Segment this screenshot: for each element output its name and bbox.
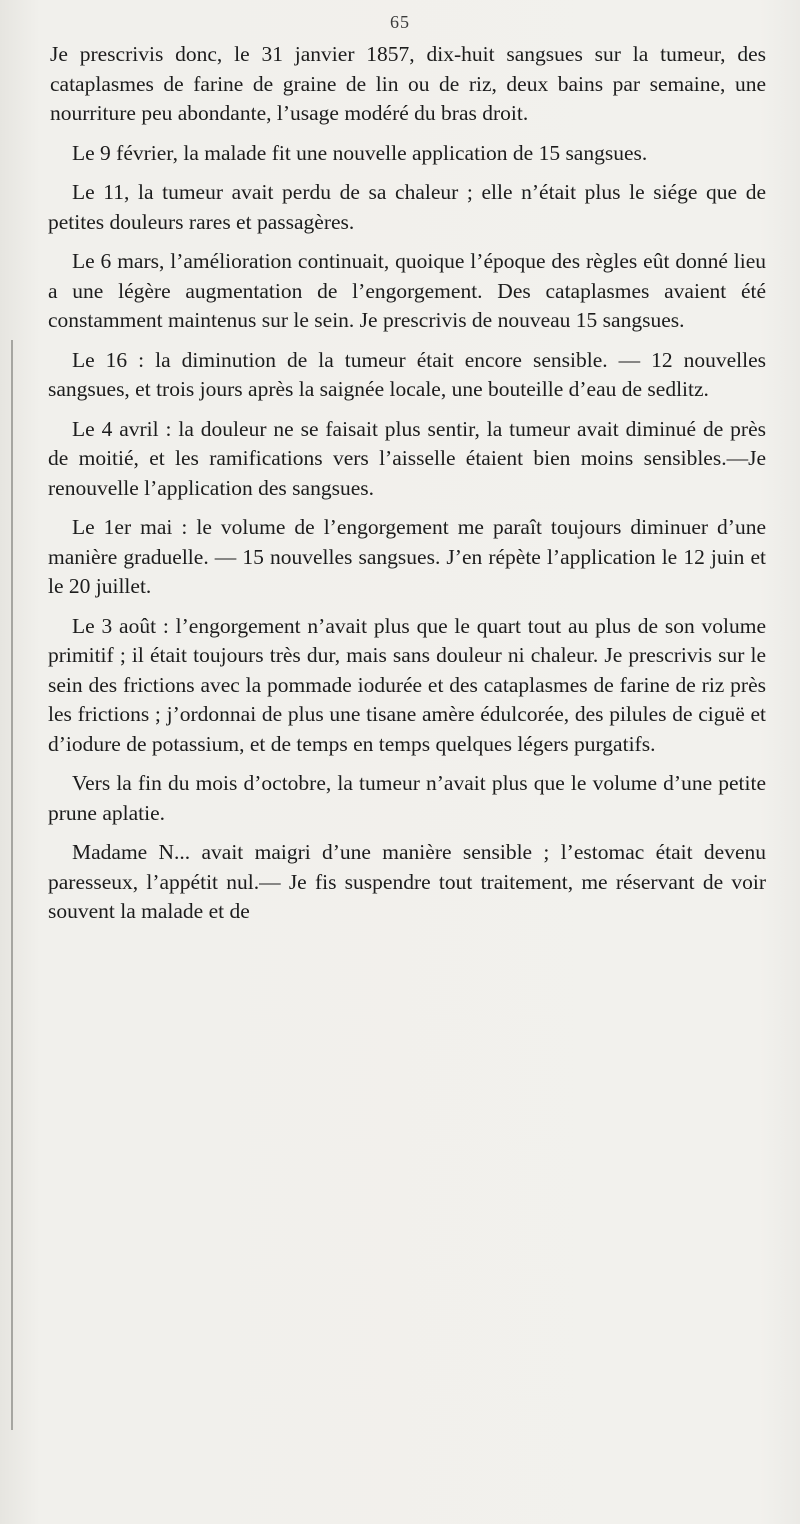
paragraph-octobre: Vers la fin du mois d’octobre, la tumeur n’avait plus que le volume d’une petite prune aplatie. (48, 771, 766, 825)
paragraph-11: Le 11, la tumeur avait perdu de sa chaleur ; elle n’était plus le siége que de petites douleurs rares et passagères. (48, 180, 766, 234)
paragraph-3-aout: Le 3 août : l’engorgement n’avait plus que le quart tout au plus de son volume primitif ; il était toujours très dur, mais sans douleur ni chaleur. Je prescrivis sur le sein des frictions avec la pommade iodurée et des cataplasmes de farine de riz près les frictions ; j’ordonnai de plus une tisane amère édulcorée, des pilules de ciguë et d’iodure de potassium, et de temps en temps quelques légers purgatifs. (48, 613, 766, 756)
paragraph-1er-mai: Le 1er mai : le volume de l’engorgement me paraît toujours diminuer d’une manière graduelle. — 15 nouvelles sangsues. J’en répète l’application le 12 juin et le 20 juillet. (48, 515, 766, 598)
page-number: 65 (390, 12, 410, 32)
paragraph-6-mars: Le 6 mars, l’amélioration continuait, quoique l’époque des règles eût donné lieu a une légère augmentation de l’engorgement. Des cataplasmes avaient été constamment maintenus sur le sein. Je prescrivis de nouveau 15 sangsues. (48, 249, 766, 332)
paragraph-9-fevrier: Le 9 février, la malade fit une nouvelle application de 15 sangsues. (72, 140, 648, 165)
paragraph-madame-n: Madame N... avait maigri d’une manière sensible ; l’estomac était devenu paresseux, l’appétit nul.— Je fis suspendre tout traitement, me réservant de voir souvent la malade et de (48, 840, 766, 923)
body-text (48, 40, 766, 937)
binding-edge-line (11, 340, 13, 1430)
paragraph-31-janvier: Je prescrivis donc, le 31 janvier 1857, dix-huit sangsues sur la tumeur, des cataplasmes de farine de graine de lin ou de riz, deux bains par semaine, une nourriture peu abondante, l’usage modéré du bras droit. (50, 42, 766, 125)
paragraph-16: Le 16 : la diminution de la tumeur était encore sensible. — 12 nouvelles sangsues, et trois jours après la saignée locale, une bouteille d’eau de sedlitz. (48, 347, 766, 401)
paragraph-4-avril: Le 4 avril : la douleur ne se faisait plus sentir, la tumeur avait diminué de près de moitié, et les ramifications vers l’aisselle étaient bien moins sensibles.—Je renouvelle l’application des sangsues. (48, 416, 766, 500)
